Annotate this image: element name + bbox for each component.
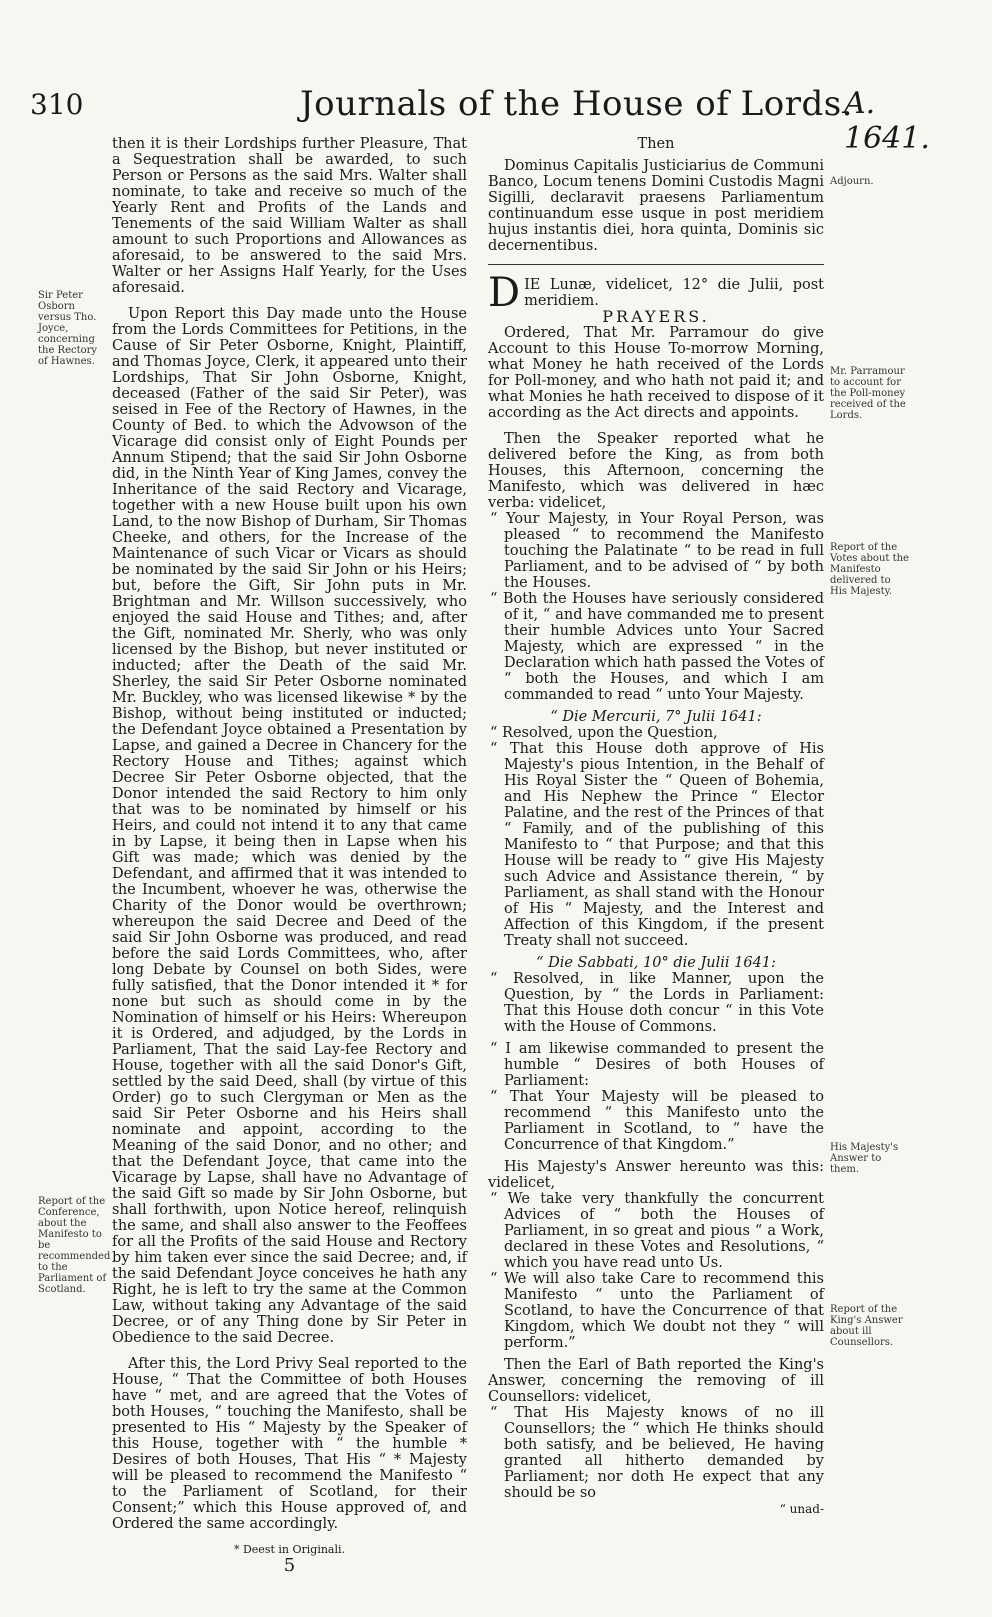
quote-line: “ We take very thankfully the concurrent Advices of “ both the Houses of Parliament, in so great and pious “ a Work, declared in these Votes and Resolutions, “ which you have read unto Us.	[490, 1191, 824, 1271]
paragraph-osborne-joyce: Upon Report this Day made unto the House from the Lords Committees for Petitions, in the Cause of Sir Peter Osborne, Knight, Plaintiff, and Thomas Joyce, Clerk, it appeared unto their Lordships, That Sir John Osborne, Knight, deceased (Father of the said Sir Peter), was seised in Fee of the Rectory of Hawnes, in the County of Bed. to which the Advowson of the Vicarage did consist only of Eight Pounds per Annum Stipend; that the said Sir John Osborne did, in the Ninth Year of King James, convey the Inheritance of the said Rectory and Vicarage, together with a new House built upon his own Land, to the now Bishop of Durham, Sir Thomas Cheeke, and others, for the Increase of the Maintenance of such Vicar or Vicars as should be nominated by the said Sir John or his Heirs; but, before the Gift, Sir John puts in Mr. Brightman and Mr. Willson successively, who enjoyed the said House and Tithes; and, after the Gift, nominated Mr. Sherly, who was only licensed by the Bishop, but never instituted or inducted; after the Death of the said Mr. Sherley, the said Sir Peter Osborne nominated Mr. Buckley, who was licensed likewise * by the Bishop, without being instituted or inducted; the Defendant Joyce obtained a Presentation by Lapse, and gained a Decree in Chancery for the Rectory House and Tithes; against which Decree Sir Peter Osborne objected, that the Donor intended the said Rectory to him only that was to be nominated by himself or his Heirs, and could not intend it to any that came in by Lapse, it being then in Lapse when his Gift was made; which was denied by the Defendant, and affirmed that it was intended to the Incumbent, whoever he was, otherwise the Charity of the Donor would be overthrown; whereupon the said Decree and Deed of the said Sir John Osborne was produced, and read before the said Lords Committees, who, after long Debate by Counsel on both Sides, were fully satisfied, that the Donor intended it * for none but such as should come in by the Nomination of himself or his Heirs: Whereupon it is Ordered, and adjudged, by the Lords in Parliament, That the said Lay-fee Rectory and House, together with all the said Donor's Gift, settled by the said Deed, shall (by virtue of this Order) go to such Clergyman or Men as the said Sir Peter Osborne and his Heirs shall nominate and appoint, according to the Meaning of the said Donor, and no other; and that the Defendant Joyce, that came into the Vicarage by Lapse, shall have no Advantage of the said Gift so made by Sir John Osborne, but shall forthwith, upon Notice hereof, relinquish the same, and shall also answer to the Feoffees for all the Profits of the said House and Rectory by him taken ever since the said Decree; and, if the said Defendant Joyce conceives he hath any Right, he is left to try the same at the Common Law, without taking any Advantage of the said Decree, or of any Thing done by Sir Peter in Obedience to the said Decree.	[112, 306, 467, 1346]
catchword: “ unad-	[779, 1502, 824, 1516]
margin-note-conference: Report of the Conference, about the Manifesto to be recommended to the Parliament of Scotland.	[38, 1196, 111, 1295]
left-column	[112, 136, 467, 1574]
margin-note-majesty-answer: His Majesty's Answer to them.	[830, 1142, 899, 1175]
date-heading	[488, 270, 824, 316]
paragraph-sequestration: then it is their Lordships further Pleasure, That a Sequestration shall be awarded, to such Person or Persons as the said Mrs. Walter shall nominate, to take and receive so much of the Yearly Rent and Profits of the Lands and Tenements of the said William Walter as shall amount to such Proportions and Allowances as aforesaid, to be answered to the said Mrs. Walter or her Assigns Half Yearly, for the Uses aforesaid.	[112, 136, 467, 296]
margin-note-osborne: Sir Peter Osborn versus Tho. Joyce, concerning the Rectory of Hawnes.	[38, 290, 98, 367]
date-heading-text: IE Lunæ, videlicet, 12° die Julii, post meridiem.	[524, 277, 824, 309]
speaker-report: Then the Speaker reported what he delivered before the King, as from both Houses, this Afternoon, concerning the Manifesto, which was delivered in hæc verba: videlicet,	[488, 431, 824, 511]
then-line: Then	[637, 136, 675, 152]
margin-note-adjourn: Adjourn.	[830, 176, 874, 187]
quote-line: “ Resolved, upon the Question,	[490, 725, 718, 741]
quote-line: “ I am likewise commanded to present the humble “ Desires of both Houses of Parliament:	[490, 1041, 824, 1089]
adjournment-paragraph: Dominus Capitalis Justiciarius de Communi Banco, Locum tenens Domini Custodis Magni Sigilli, declaravit praesens Parliamentum continuandum esse usque in post meridiem hujus instantis diei, hora quinta, Dominis sic decernentibus.	[488, 158, 824, 254]
quote-line: “ Resolved, in like Manner, upon the Question, by “ the Lords in Parliament: That this House doth concur “ in this Vote with the House of Commons.	[490, 971, 824, 1035]
margin-note-parramour: Mr. Parramour to account for the Poll-money received of the Lords.	[830, 366, 906, 421]
quote-line: “ That Your Majesty will be pleased to recommend “ this Manifesto unto the Parliament in Scotland, to “ have the Concurrence of that Kingdom.”	[490, 1089, 824, 1153]
margin-note-ill-counsellors: Report of the King's Answer about ill Counsellors.	[830, 1304, 903, 1348]
prayers-heading: PRAYERS.	[602, 307, 710, 326]
bath-report: Then the Earl of Bath reported the King's Answer, concerning the removing of ill Counsellors: videlicet,	[488, 1357, 824, 1405]
drop-cap: D	[488, 270, 521, 316]
parramour-order: Ordered, That Mr. Parramour do give Account to this House To-morrow Morning, what Money he hath received of the Lords for Poll-money, and who hath not paid it; and what Monies he hath received to dispose of it according as the Act directs and appoints.	[488, 325, 824, 421]
quote-line: “ Your Majesty, in Your Royal Person, was pleased “ to recommend the Manifesto touching the Palatinate “ to be read in full Parliament, and to be advised of “ by both the Houses.	[490, 511, 824, 591]
signature-mark: 5	[283, 1555, 296, 1576]
majesty-answer-intro: His Majesty's Answer hereunto was this: videlicet,	[488, 1159, 824, 1191]
margin-note-votes-report: Report of the Votes about the Manifesto delivered to His Majesty.	[830, 542, 909, 597]
date-mercurii: “ Die Mercurii, 7° Julii 1641:	[550, 709, 762, 725]
running-title: Journals of the House of Lords.	[300, 84, 853, 124]
right-column	[488, 136, 824, 1517]
section-divider	[488, 264, 824, 265]
paragraph-privy-seal-report: After this, the Lord Privy Seal reported to the House, “ That the Committee of both Houses have “ met, and are agreed that the Votes of both Houses, “ touching the Manifesto, shall be presented to His “ Majesty by the Speaker of this House, together with “ the humble * Desires of both Houses, That His “ * Majesty will be pleased to recommend the Manifesto “ to the Parliament of Scotland, for their Consent;” which this House approved of, and Ordered the same accordingly.	[112, 1356, 467, 1532]
page-number: 310	[30, 88, 84, 121]
running-year: A. 1641.	[844, 86, 930, 156]
quote-line: “ That this House doth approve of His Majesty's pious Intention, in the Behalf of His Royal Sister the “ Queen of Bohemia, and His Nephew the Prince “ Elector Palatine, and the rest of the Princes of that “ Family, and of the publishing of this Manifesto to “ that Purpose; and that this House will be ready to “ give His Majesty such Advice and Assistance therein, “ by Parliament, as shall stand with the Honour of His “ Majesty, and the Interest and Affection of this Kingdom, if the present Treaty shall not succeed.	[490, 741, 824, 949]
footnote: * Deest in Originali.	[233, 1543, 346, 1556]
quote-line: “ That His Majesty knows of no ill Counsellors; the “ which He thinks should both satisfy, and be believed, He having granted all hitherto demanded by Parliament; nor doth He expect that any should be so	[490, 1405, 824, 1501]
quote-line: “ Both the Houses have seriously considered of it, “ and have commanded me to present their humble Advices unto Your Sacred Majesty, which are expressed “ in the Declaration which hath passed the Votes of “ both the Houses, and which I am commanded to read “ unto Your Majesty.	[490, 591, 824, 703]
date-sabbati: “ Die Sabbati, 10° die Julii 1641:	[536, 955, 776, 971]
quote-line: “ We will also take Care to recommend this Manifesto “ unto the Parliament of Scotland, to have the Concurrence of that Kingdom, which We doubt not they “ will perform.”	[490, 1271, 824, 1351]
